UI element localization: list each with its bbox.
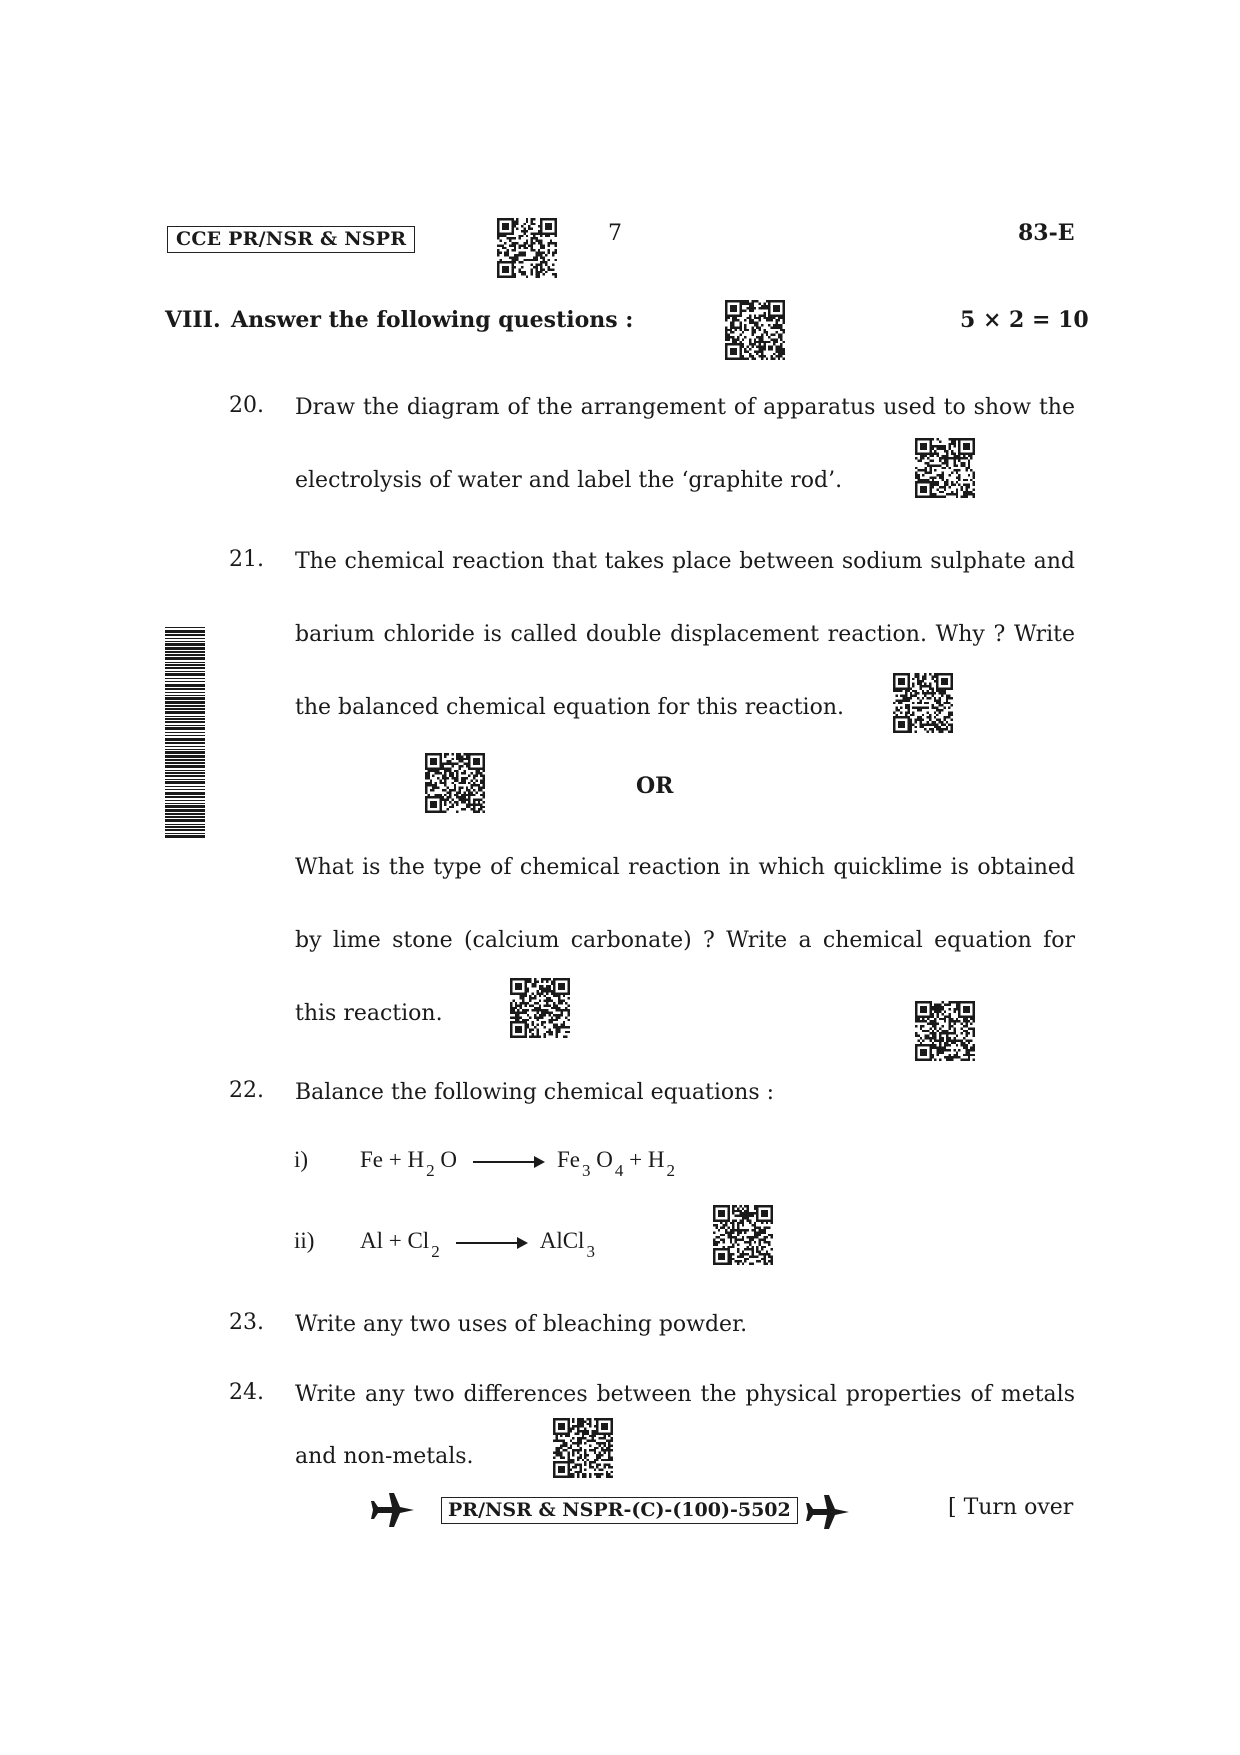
- barcode-icon: [165, 627, 205, 839]
- q20-line1: Draw the diagram of the arrangement of apparatus used to show the: [295, 395, 1075, 420]
- qr-code-icon: [725, 300, 785, 360]
- qr-code-icon: [510, 978, 570, 1038]
- section-heading: [165, 307, 633, 333]
- q21-alt-line3: this reaction.: [295, 1001, 443, 1026]
- question-number-23: 23.: [229, 1310, 264, 1335]
- eq1-lhs-sub: 2: [426, 1161, 435, 1180]
- qr-code-icon: [915, 1001, 975, 1061]
- section-marks: 5 × 2 = 10: [960, 307, 1089, 333]
- paper-code: 83-E: [1018, 220, 1075, 246]
- qr-code-icon: [497, 218, 557, 278]
- qr-code-icon: [425, 753, 485, 813]
- q21-line3: the balanced chemical equation for this reaction.: [295, 695, 844, 720]
- question-number-22: 22.: [229, 1078, 264, 1103]
- eq1-rhs-tail: + H: [629, 1147, 665, 1172]
- qr-code-icon: [915, 438, 975, 498]
- eq2-rhs: AlCl: [539, 1228, 585, 1253]
- q23-text: Write any two uses of bleaching powder.: [295, 1312, 748, 1337]
- eq2-lhs-sub: 2: [431, 1242, 440, 1261]
- airplane-left-icon: [370, 1487, 416, 1533]
- equation-2: [360, 1228, 595, 1261]
- section-number: VIII.: [165, 307, 221, 333]
- q24-line1: Write any two differences between the physical properties of metals: [295, 1382, 1075, 1407]
- qr-code-icon: [713, 1205, 773, 1265]
- question-number-20: 20.: [229, 393, 264, 418]
- q21-line2: barium chloride is called double displacement reaction. Why ? Write: [295, 622, 1075, 647]
- q24-line2: and non-metals.: [295, 1444, 474, 1469]
- section-title: Answer the following questions :: [231, 307, 634, 333]
- series-box: CCE PR/NSR & NSPR: [167, 226, 415, 253]
- q21-alt-line1: What is the type of chemical reaction in which quicklime is obtained: [295, 855, 1075, 880]
- equation-1-label: i): [294, 1147, 309, 1172]
- eq1-lhs: Fe + H: [360, 1147, 425, 1172]
- q21-line1: The chemical reaction that takes place between sodium sulphate and: [295, 549, 1075, 574]
- page-number: 7: [608, 221, 622, 246]
- qr-code-icon: [893, 673, 953, 733]
- or-separator: OR: [636, 773, 674, 799]
- qr-code-icon: [553, 1418, 613, 1478]
- q21-alt-line2: by lime stone (calcium carbonate) ? Write a chemical equation for: [295, 928, 1075, 953]
- equation-1: [360, 1147, 675, 1180]
- airplane-right-icon: [805, 1489, 851, 1535]
- question-number-24: 24.: [229, 1380, 264, 1405]
- eq1-rhs: Fe: [556, 1147, 580, 1172]
- reaction-arrow-icon: [473, 1161, 543, 1163]
- q20-line2: electrolysis of water and label the ‘graphite rod’.: [295, 468, 843, 493]
- eq2-rhs-sub: 3: [586, 1242, 595, 1261]
- eq1-rhs-sub2: 4: [614, 1161, 624, 1180]
- eq1-rhs-sub3: 2: [666, 1161, 675, 1180]
- q22-text: Balance the following chemical equations :: [295, 1080, 775, 1105]
- turn-over-note: [ Turn over: [948, 1495, 1074, 1520]
- eq2-lhs: Al + Cl: [360, 1228, 430, 1253]
- footer-code-box: PR/NSR & NSPR-(C)-(100)-5502: [441, 1497, 798, 1524]
- eq1-rhs-mid: O: [596, 1147, 613, 1172]
- eq1-rhs-sub1: 3: [581, 1161, 591, 1180]
- equation-2-label: ii): [294, 1228, 315, 1253]
- reaction-arrow-icon: [456, 1242, 526, 1244]
- question-number-21: 21.: [229, 547, 264, 572]
- eq1-lhs-tail: O: [440, 1147, 457, 1172]
